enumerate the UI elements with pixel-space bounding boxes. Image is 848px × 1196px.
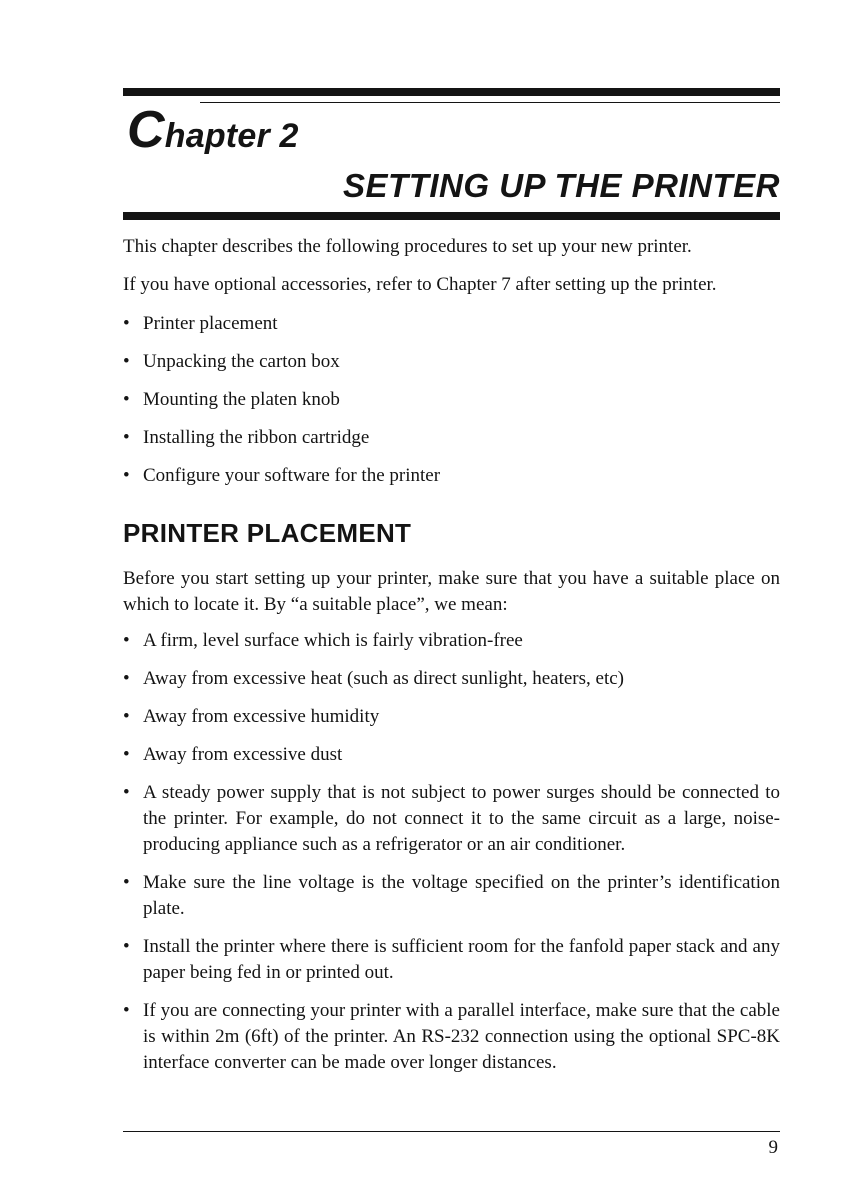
list-item-text: A steady power supply that is not subject to power surges should be connected to the printer. For example, do not connect it to the same circuit as a large, noise-producing appliance such as a refrigerator or an air conditioner.: [143, 782, 780, 855]
list-item: [123, 387, 780, 413]
list-item: [123, 870, 780, 922]
list-item: [123, 934, 780, 986]
bullet-glyph: •: [123, 630, 130, 651]
list-item: [123, 349, 780, 375]
list-item-text: A firm, level surface which is fairly vibration-free: [143, 630, 523, 651]
list-item-text: Mounting the platen knob: [143, 389, 340, 410]
list-item-text: Configure your software for the printer: [143, 465, 441, 486]
list-item: [123, 463, 780, 489]
footer-rule: [123, 1131, 780, 1132]
placement-paragraph: Before you start setting up your printer, make sure that you have a suitable place on which to locate it. By “a suitable place”, we mean:: [123, 568, 780, 615]
chapter-initial: C: [127, 101, 165, 159]
list-item-text: Unpacking the carton box: [143, 351, 340, 372]
bullet-glyph: •: [123, 1000, 130, 1021]
header-top-rule: [123, 88, 780, 96]
list-item-text: Install the printer where there is sufficient room for the fanfold paper stack and any paper being fed in or printed out.: [143, 936, 780, 983]
bullet-glyph: •: [123, 936, 130, 957]
list-item: [123, 780, 780, 858]
intro-bullet-list: [123, 311, 780, 501]
header-bottom-rule: [123, 212, 780, 220]
list-item-text: Away from excessive heat (such as direct sunlight, heaters, etc): [143, 668, 624, 689]
list-item-text: Installing the ribbon cartridge: [143, 427, 370, 448]
placement-bullet-list: [123, 628, 780, 1088]
list-item: [123, 311, 780, 337]
list-item-text: If you are connecting your printer with a parallel interface, make sure that the cable is within 2m (6ft) of the printer. An RS-232 connection using the optional SPC-8K interface converter can be made over longer distances.: [143, 1000, 780, 1073]
list-item: [123, 704, 780, 730]
bullet-glyph: •: [123, 427, 130, 448]
bullet-glyph: •: [123, 465, 130, 486]
chapter-title: [127, 100, 299, 166]
list-item-text: Make sure the line voltage is the voltage specified on the printer’s identification plate.: [143, 872, 780, 919]
list-item: [123, 998, 780, 1076]
list-item: [123, 425, 780, 451]
list-item-text: Away from excessive humidity: [143, 706, 380, 727]
section-heading-printer-placement: PRINTER PLACEMENT: [123, 518, 412, 548]
bullet-glyph: •: [123, 668, 130, 689]
list-item: [123, 666, 780, 692]
bullet-glyph: •: [123, 351, 130, 372]
chapter-title-rest: hapter 2: [164, 117, 299, 155]
list-item: [123, 628, 780, 654]
intro-line-1: This chapter describes the following procedures to set up your new printer.: [123, 236, 692, 257]
intro-line-2: If you have optional accessories, refer to Chapter 7 after setting up the printer.: [123, 274, 717, 295]
list-item-text: Printer placement: [143, 313, 278, 334]
chapter-subtitle: SETTING UP THE PRINTER: [343, 167, 780, 204]
bullet-glyph: •: [123, 782, 130, 803]
bullet-glyph: •: [123, 389, 130, 410]
list-item: [123, 742, 780, 768]
page-number: 9: [768, 1137, 778, 1158]
bullet-glyph: •: [123, 744, 130, 765]
list-item-text: Away from excessive dust: [143, 744, 343, 765]
bullet-glyph: •: [123, 706, 130, 727]
bullet-glyph: •: [123, 872, 130, 893]
bullet-glyph: •: [123, 313, 130, 334]
